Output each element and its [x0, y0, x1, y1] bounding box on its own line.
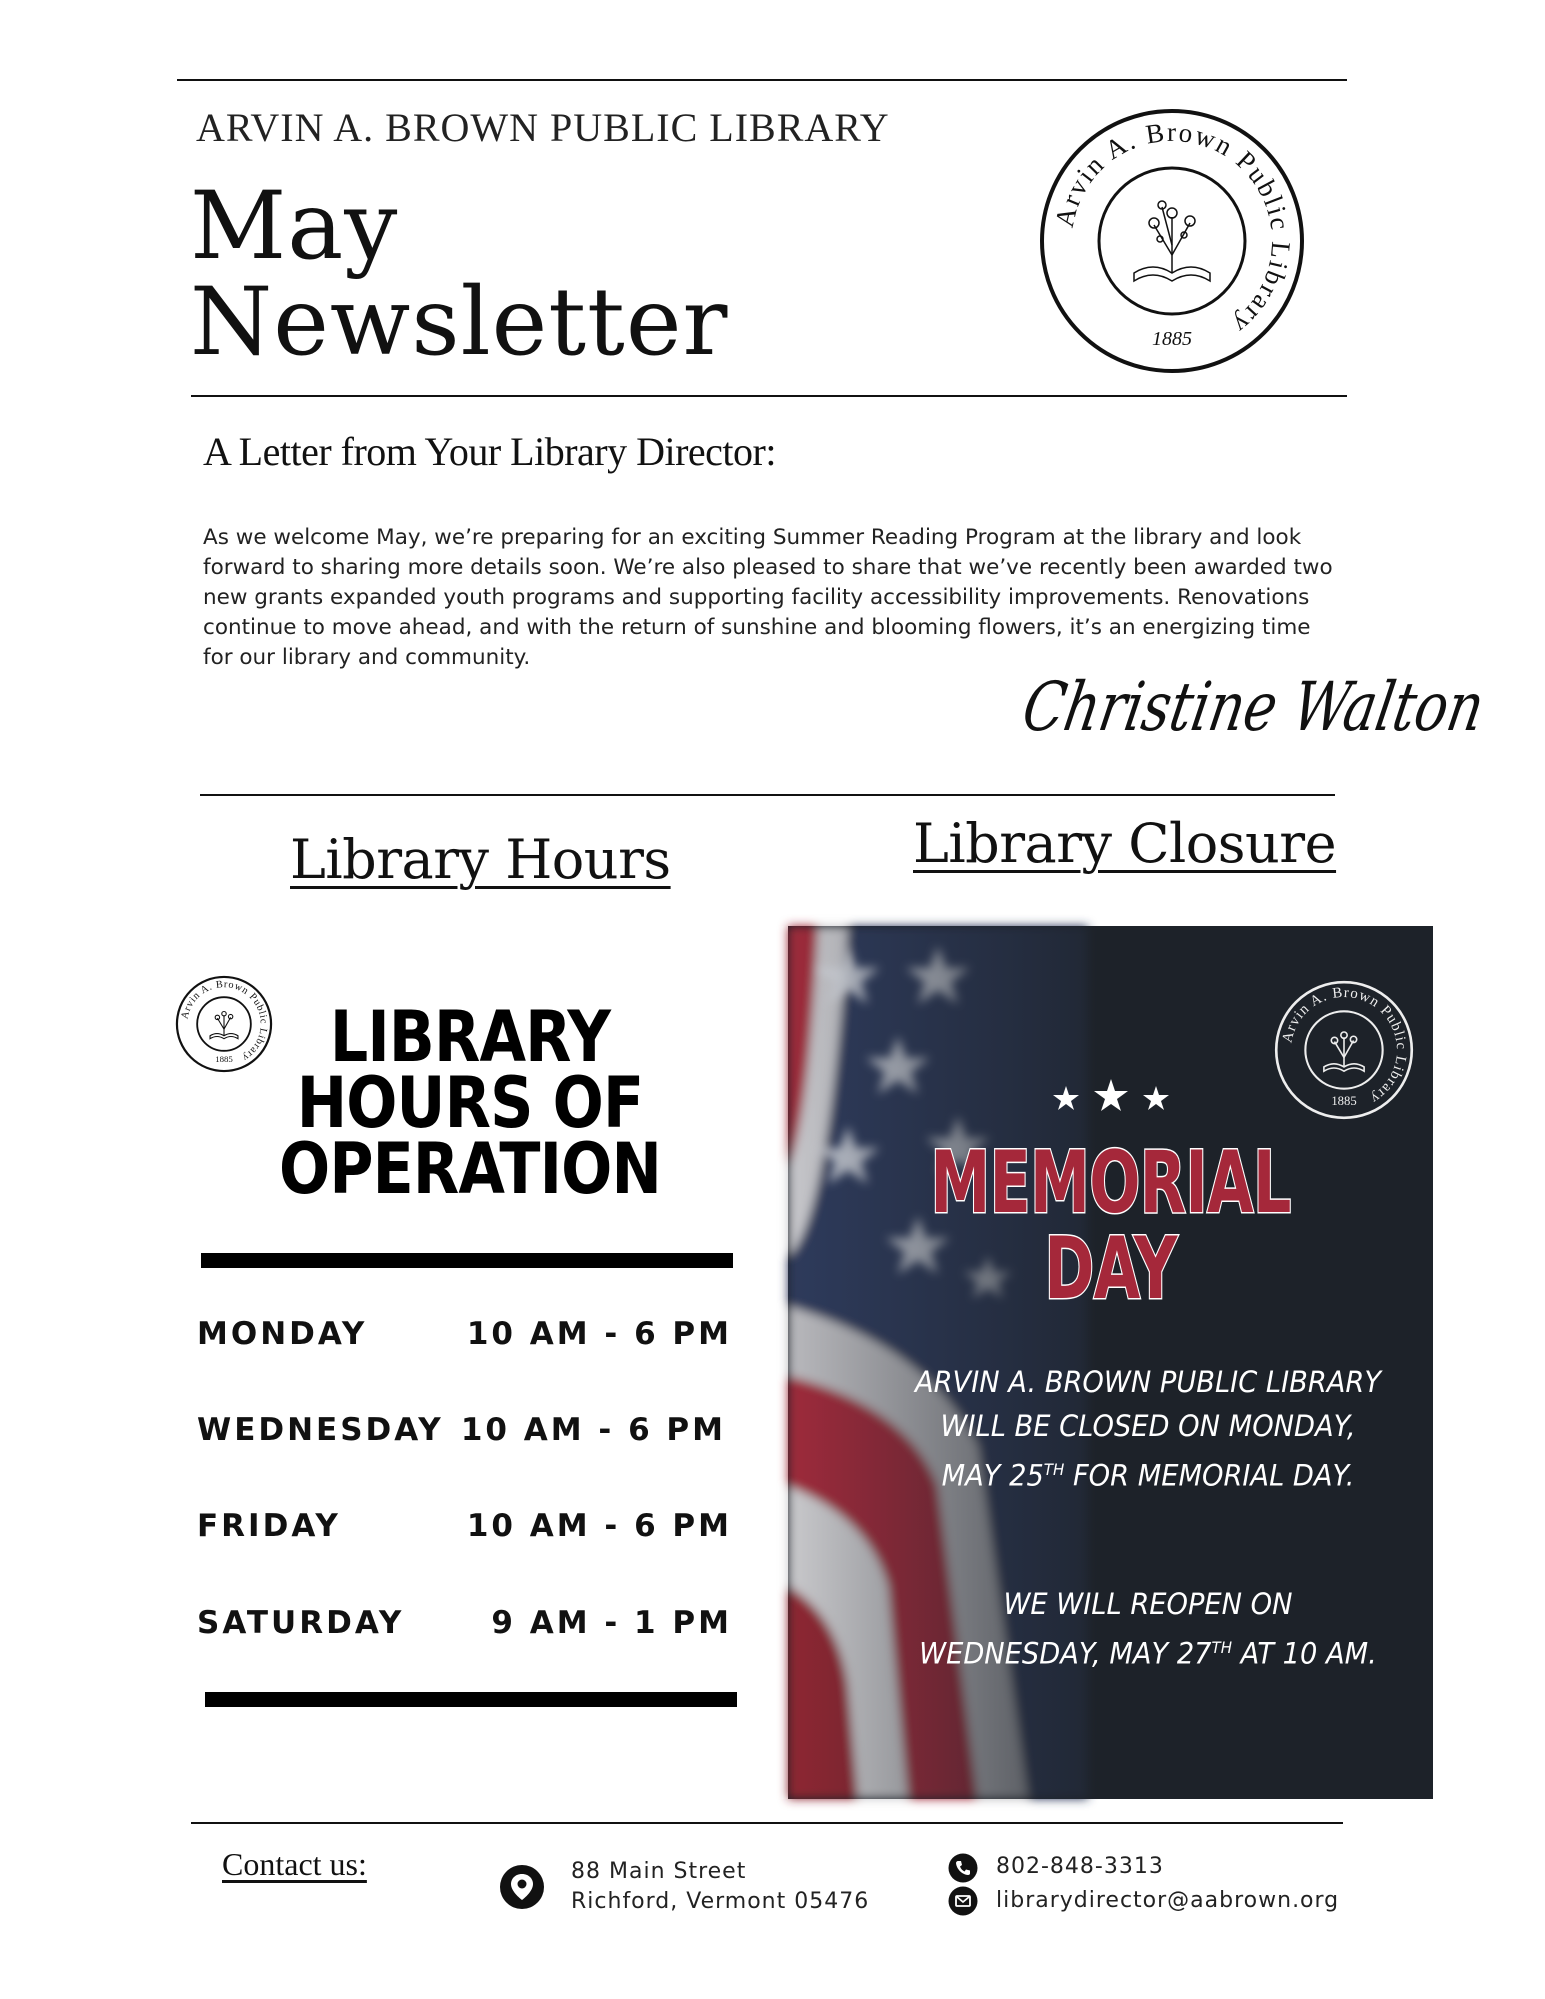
svg-text:Arvin A. Brown Public Library: Arvin A. Brown Public Library: [179, 979, 269, 1064]
hours-day: WEDNESDAY: [197, 1412, 444, 1448]
letter-bottom-rule: [200, 794, 1335, 796]
library-seal-closure-logo: [1272, 978, 1416, 1122]
memorial-headline-line2: DAY: [1044, 1219, 1177, 1319]
seal-year: 1885: [1152, 328, 1192, 350]
email-address[interactable]: librarydirector@aabrown.org: [996, 1888, 1340, 1913]
letter-body: As we welcome May, we’re preparing for an exciting Summer Reading Program at the library and look forward to sharing more details soon. We’re also pleased to share that we’ve recently been awarded two new grants expanded youth programs and supporting facility accessibility improvements. Renovations continue to move ahead, and with the return of sunshine and blooming flowers, it’s an energizing time for our library and community.: [203, 525, 1333, 670]
contact-us-label: Contact us:: [222, 1846, 367, 1882]
hours-row: [197, 1316, 732, 1356]
location-pin-icon: [499, 1864, 545, 1910]
hours-row: [197, 1508, 732, 1548]
top-rule: [177, 79, 1347, 81]
hours-heading-line3: OPERATION: [279, 1128, 661, 1210]
hours-time: 10 AM - 6 PM: [466, 1316, 732, 1352]
email-icon: [948, 1886, 978, 1916]
hours-day: FRIDAY: [197, 1508, 341, 1544]
hours-time: 9 AM - 1 PM: [491, 1605, 732, 1641]
header-bottom-rule: [191, 395, 1347, 397]
footer-rule: [191, 1822, 1343, 1824]
hours-bottom-bar: [205, 1692, 737, 1707]
library-name: ARVIN A. BROWN PUBLIC LIBRARY: [196, 105, 890, 150]
hours-top-bar: [201, 1253, 733, 1268]
hours-time: 10 AM - 6 PM: [466, 1508, 732, 1544]
hours-row: [197, 1605, 732, 1645]
seal-ring-text: Arvin A. Brown Public Library: [1048, 116, 1297, 342]
svg-text:Christine Walton: Christine Walton: [1017, 667, 1490, 747]
memorial-headline-line1: MEMORIAL: [930, 1133, 1291, 1233]
hours-row: [197, 1412, 732, 1452]
hours-day: MONDAY: [197, 1316, 368, 1352]
library-hours-title: Library Hours: [290, 828, 671, 891]
phone-icon: [948, 1853, 978, 1883]
svg-text:1885: 1885: [215, 1054, 233, 1065]
hours-day: SATURDAY: [197, 1605, 405, 1641]
hours-of-operation-heading: [264, 996, 677, 1210]
memorial-day-closure-card: [788, 926, 1433, 1799]
newsletter-title-word: Newsletter: [190, 268, 729, 377]
reopen-notice: WE WILL REOPEN ON WEDNESDAY, MAY 27TH AT 10 AM.: [919, 1587, 1377, 1671]
library-seal-logo: [1036, 105, 1308, 377]
newsletter-title-month: May: [190, 172, 399, 281]
svg-text:1885: 1885: [1331, 1094, 1357, 1109]
library-seal-small-logo: [174, 974, 274, 1074]
svg-text:Arvin A. Brown Public Library: Arvin A. Brown Public Library: [1279, 984, 1410, 1107]
address-line1: 88 Main Street: [571, 1859, 747, 1884]
closure-notice: ARVIN A. BROWN PUBLIC LIBRARY WILL BE CLOSED ON MONDAY, MAY 25TH FOR MEMORIAL DAY.: [914, 1365, 1382, 1493]
director-signature: [1017, 660, 1490, 760]
three-stars-icon: [1046, 1076, 1176, 1121]
flowers-book-icon: [1134, 201, 1210, 281]
letter-heading: A Letter from Your Library Director:: [203, 429, 776, 474]
library-closure-title: Library Closure: [913, 812, 1337, 875]
hours-heading-line1: LIBRARY: [329, 996, 611, 1078]
address-line2: Richford, Vermont 05476: [571, 1889, 870, 1914]
hours-time: 10 AM - 6 PM: [460, 1412, 726, 1448]
hours-heading-line2: HOURS OF: [296, 1062, 644, 1144]
phone-number[interactable]: 802-848-3313: [996, 1854, 1164, 1879]
